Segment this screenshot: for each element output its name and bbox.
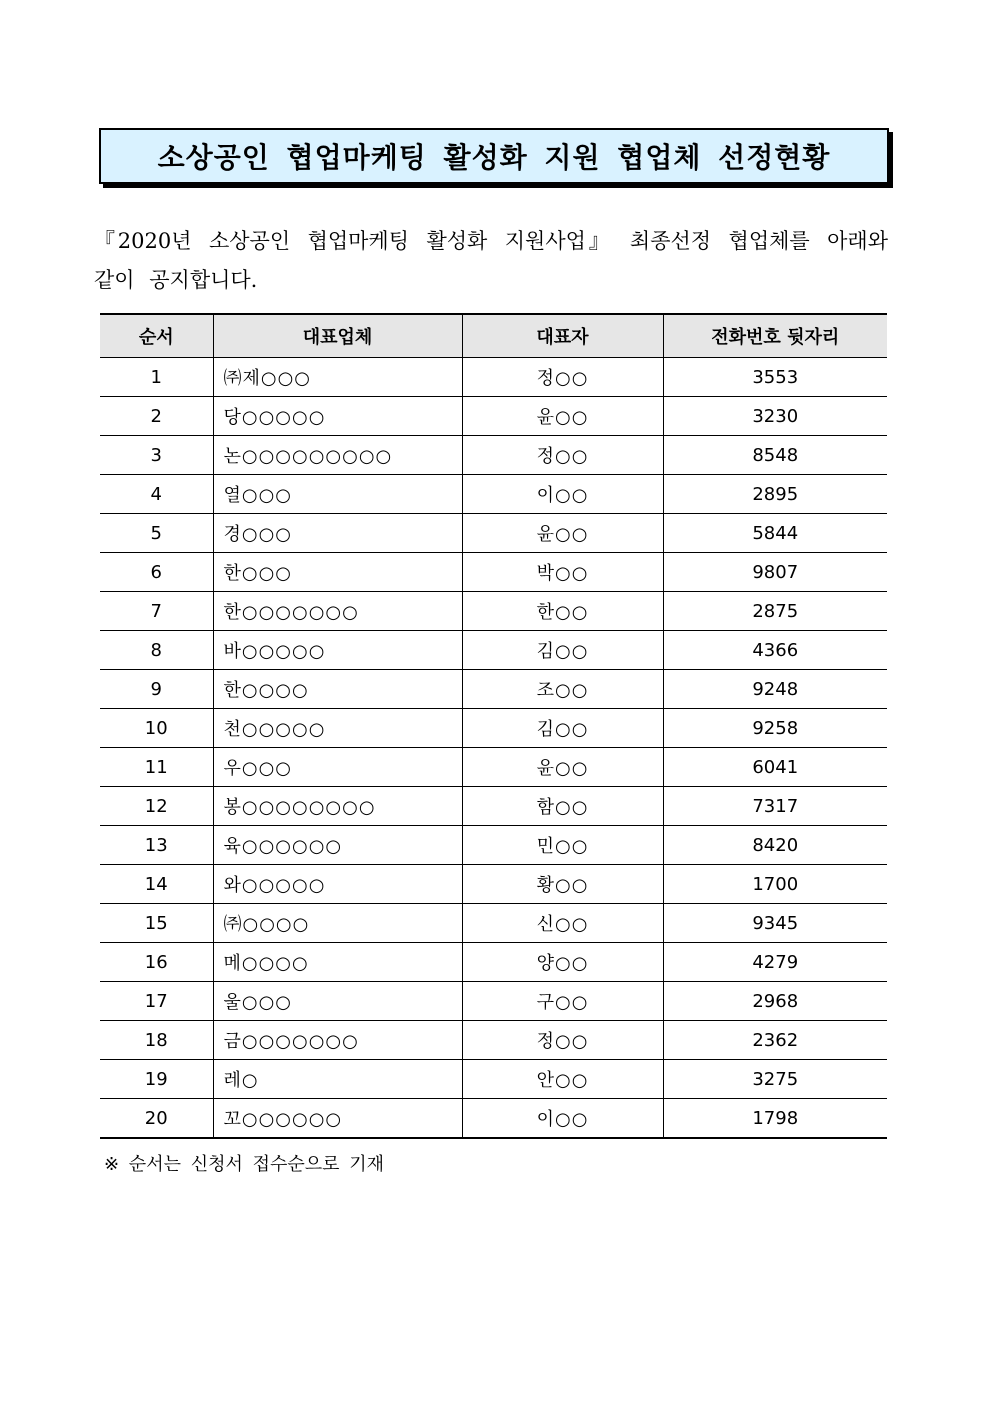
company-cell: 금○○○○○○○ [213,1021,462,1060]
order-cell: 2 [100,397,213,436]
order-cell: 15 [100,904,213,943]
representative-cell: 한○○ [462,592,663,631]
company-cell: ㈜제○○○ [213,358,462,397]
table-row [100,709,887,748]
phone-suffix-cell: 8548 [663,436,887,475]
phone-suffix-cell: 9248 [663,670,887,709]
order-cell: 13 [100,826,213,865]
table-row [100,358,887,397]
order-cell: 20 [100,1099,213,1139]
table-row [100,553,887,592]
order-cell: 18 [100,1021,213,1060]
phone-suffix-cell: 4279 [663,943,887,982]
phone-suffix-cell: 3553 [663,358,887,397]
representative-cell: 양○○ [462,943,663,982]
representative-cell: 김○○ [462,631,663,670]
phone-suffix-cell: 7317 [663,787,887,826]
order-cell: 4 [100,475,213,514]
title-box [99,128,889,184]
order-cell: 9 [100,670,213,709]
order-cell: 19 [100,1060,213,1099]
table-row [100,904,887,943]
company-cell: 와○○○○○ [213,865,462,904]
order-cell: 3 [100,436,213,475]
company-cell: 경○○○ [213,514,462,553]
phone-suffix-cell: 1798 [663,1099,887,1139]
representative-cell: 황○○ [462,865,663,904]
order-cell: 1 [100,358,213,397]
table-row [100,1060,887,1099]
table-row [100,631,887,670]
table-row [100,787,887,826]
footnote: ※ 순서는 신청서 접수순으로 기재 [104,1154,385,1175]
company-cell: 바○○○○○ [213,631,462,670]
company-cell: 레○ [213,1060,462,1099]
representative-cell: 정○○ [462,1021,663,1060]
company-cell: 열○○○ [213,475,462,514]
company-cell: 한○○○ [213,553,462,592]
representative-cell: 정○○ [462,358,663,397]
phone-suffix-cell: 5844 [663,514,887,553]
table-row [100,436,887,475]
representative-cell: 윤○○ [462,514,663,553]
page-title: 소상공인 협업마케팅 활성화 지원 협업체 선정현황 [157,141,831,174]
table-row [100,1099,887,1139]
company-cell: 논○○○○○○○○○ [213,436,462,475]
intro-paragraph: 『2020년 소상공인 협업마케팅 활성화 지원사업』 최종선정 협업체를 아래와 같이 공지합니다. [94,229,888,292]
phone-suffix-cell: 4366 [663,631,887,670]
table-row [100,592,887,631]
order-cell: 16 [100,943,213,982]
table-row [100,826,887,865]
table-row [100,397,887,436]
representative-cell: 박○○ [462,553,663,592]
phone-suffix-cell: 1700 [663,865,887,904]
table-row [100,670,887,709]
phone-suffix-cell: 9258 [663,709,887,748]
company-cell: 천○○○○○ [213,709,462,748]
representative-cell: 안○○ [462,1060,663,1099]
company-cell: ㈜○○○○ [213,904,462,943]
representative-cell: 함○○ [462,787,663,826]
table-row [100,943,887,982]
representative-cell: 정○○ [462,436,663,475]
phone-suffix-cell: 2968 [663,982,887,1021]
phone-suffix-cell: 9807 [663,553,887,592]
company-cell: 메○○○○ [213,943,462,982]
table-row [100,865,887,904]
company-cell: 한○○○○ [213,670,462,709]
company-cell: 봉○○○○○○○○ [213,787,462,826]
representative-cell: 민○○ [462,826,663,865]
header-order: 순서 [100,314,213,358]
representative-cell: 조○○ [462,670,663,709]
table-row [100,982,887,1021]
selection-table [100,313,887,1139]
company-cell: 당○○○○○ [213,397,462,436]
order-cell: 6 [100,553,213,592]
order-cell: 8 [100,631,213,670]
header-company: 대표업체 [213,314,462,358]
representative-cell: 신○○ [462,904,663,943]
header-representative: 대표자 [462,314,663,358]
order-cell: 10 [100,709,213,748]
company-cell: 울○○○ [213,982,462,1021]
table-row [100,475,887,514]
table-body [100,358,887,1139]
phone-suffix-cell: 2875 [663,592,887,631]
phone-suffix-cell: 2362 [663,1021,887,1060]
phone-suffix-cell: 2895 [663,475,887,514]
order-cell: 12 [100,787,213,826]
company-cell: 한○○○○○○○ [213,592,462,631]
phone-suffix-cell: 9345 [663,904,887,943]
representative-cell: 윤○○ [462,397,663,436]
order-cell: 14 [100,865,213,904]
order-cell: 17 [100,982,213,1021]
representative-cell: 구○○ [462,982,663,1021]
table-header-row [100,314,887,358]
table-row [100,748,887,787]
table-row [100,1021,887,1060]
order-cell: 11 [100,748,213,787]
representative-cell: 이○○ [462,475,663,514]
representative-cell: 이○○ [462,1099,663,1139]
company-cell: 우○○○ [213,748,462,787]
header-phone-suffix: 전화번호 뒷자리 [663,314,887,358]
order-cell: 7 [100,592,213,631]
order-cell: 5 [100,514,213,553]
phone-suffix-cell: 3230 [663,397,887,436]
phone-suffix-cell: 3275 [663,1060,887,1099]
table-row [100,514,887,553]
representative-cell: 윤○○ [462,748,663,787]
phone-suffix-cell: 8420 [663,826,887,865]
company-cell: 육○○○○○○ [213,826,462,865]
company-cell: 꼬○○○○○○ [213,1099,462,1139]
representative-cell: 김○○ [462,709,663,748]
phone-suffix-cell: 6041 [663,748,887,787]
